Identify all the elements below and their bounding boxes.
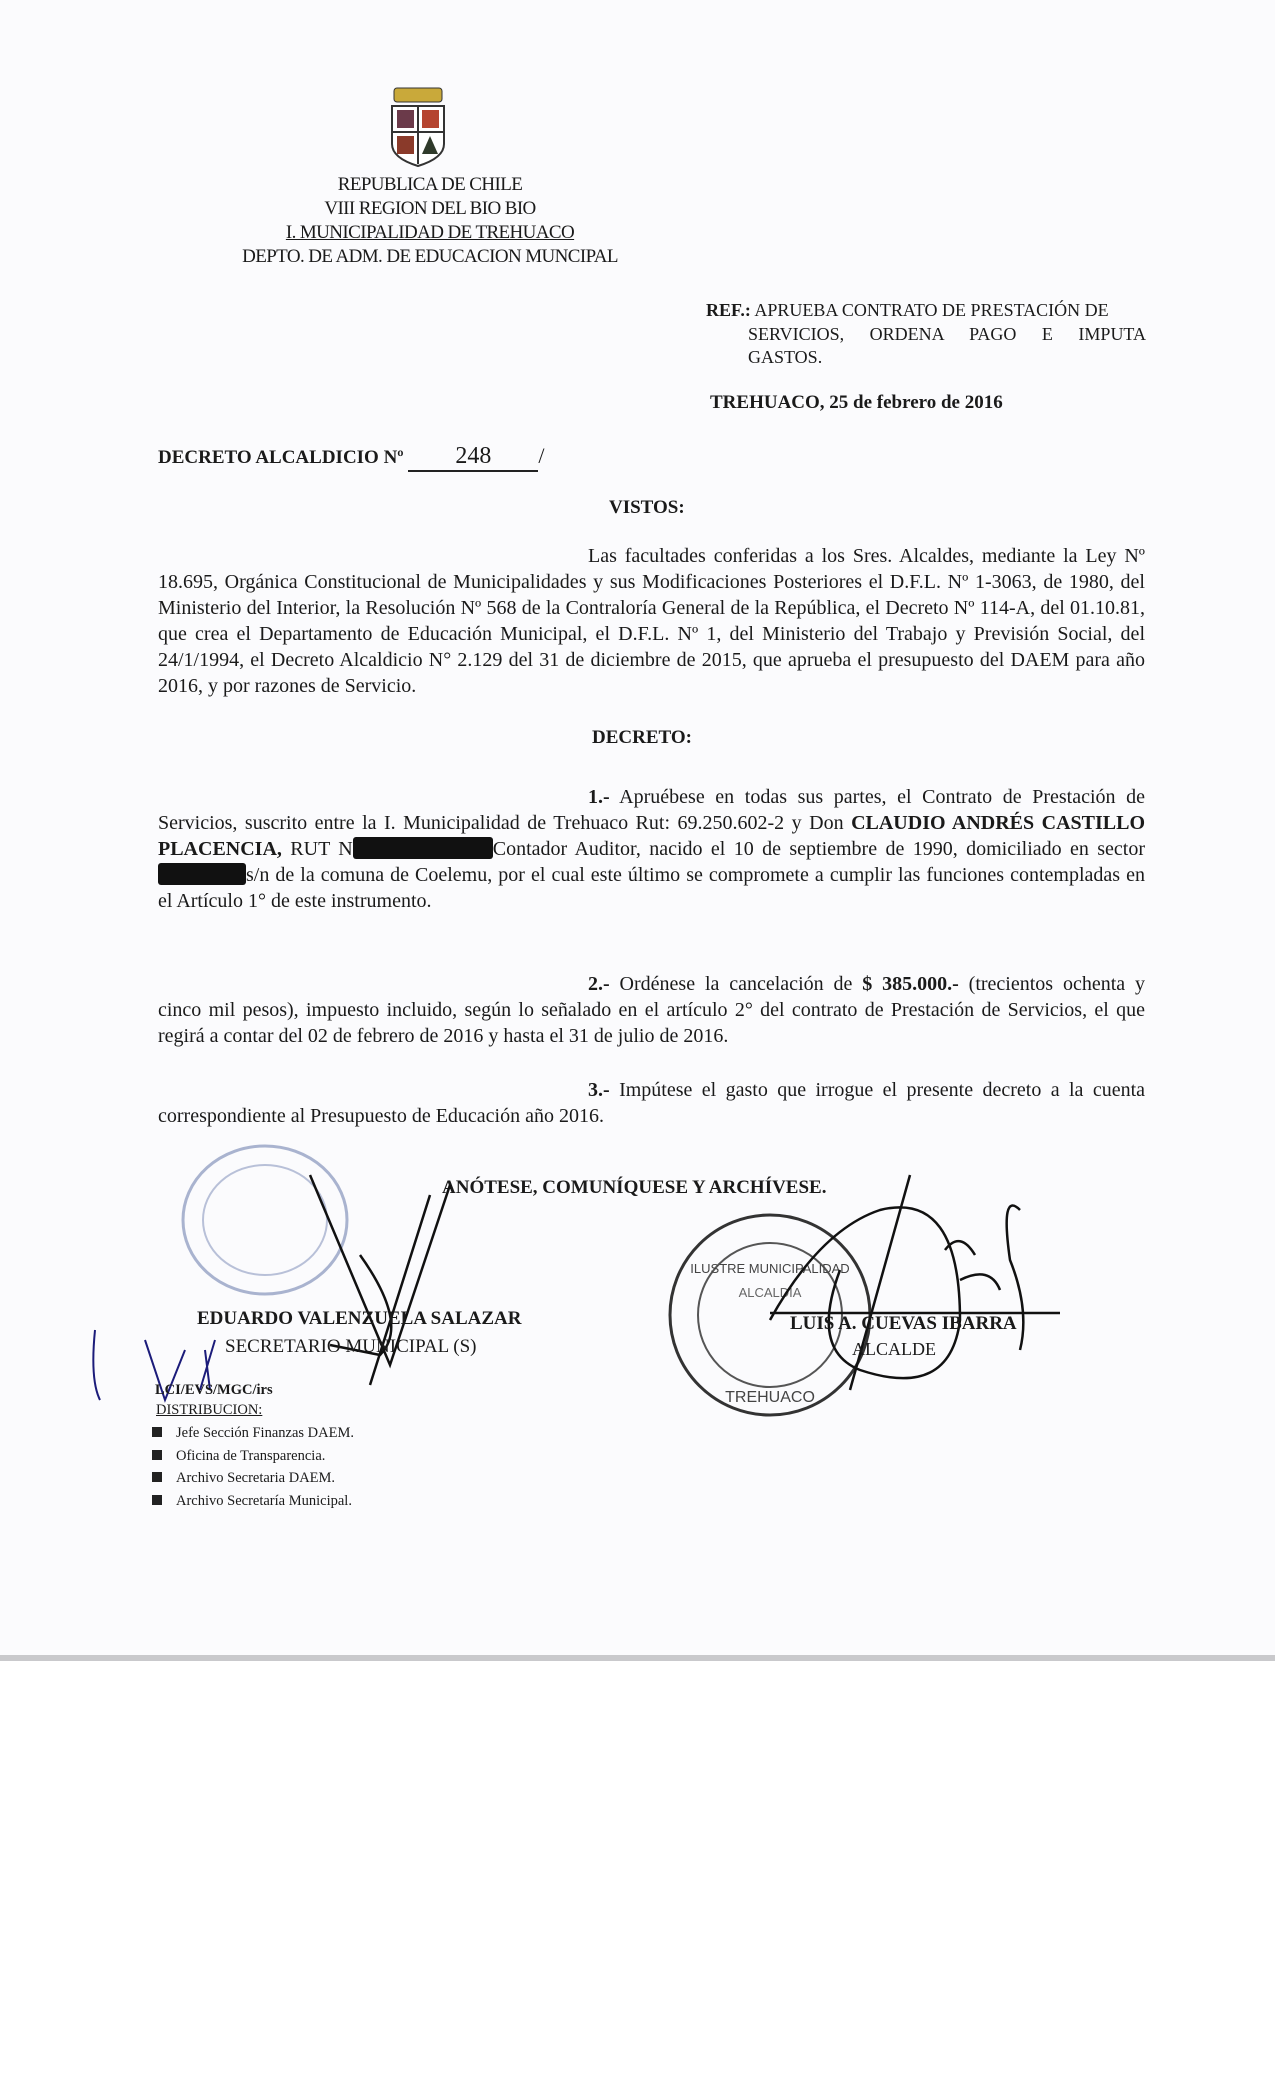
municipal-crest-icon [386, 86, 450, 168]
header-line: VIII REGION DEL BIO BIO [324, 198, 536, 219]
decreto-heading: DECRETO: [592, 727, 692, 748]
article-number: 3.- [588, 1079, 610, 1101]
redacted-address [158, 863, 246, 885]
distribution-item [152, 1467, 354, 1490]
distribution-item [152, 1445, 354, 1468]
secretary-signature-icon [290, 1165, 460, 1395]
article-3 [158, 1077, 1145, 1129]
decree-label: DECRETO ALCALDICIO Nº [158, 447, 404, 468]
contractor-name: CLAUDIO ANDRÉS CASTILLO PLACENCIA, [158, 812, 1146, 860]
redacted-rut [353, 837, 493, 859]
header-line: DEPTO. DE ADM. DE EDUCACION MUNCIPAL [242, 246, 618, 267]
payment-amount: $ 385.000.- [862, 973, 959, 995]
ref-line: GASTOS. [748, 347, 823, 367]
vistos-text: Las facultades conferidas a los Sres. Alcaldes, mediante la Ley Nº 18.695, Orgánica Constitucional de Municipalidades y sus Modificaciones Posteriores el D.F.L. Nº 1-3063, de 1980, del Ministerio del Interior, la Resolución Nº 568 de la Contraloría General de la República, el Decreto Nº 114-A, del 01.10.81, que crea el Departamento de Educación Municipal, el D.F.L. Nº 1, del Ministerio del Trabajo y Previsión Social, del 24/1/1994, el Decreto Alcaldicio N° 2.129 del 31 de diciembre de 2015, que aprueba el presupuesto del DAEM para año 2016, y por razones de Servicio. [158, 545, 1145, 697]
closing-formula: ANÓTESE, COMUNÍQUESE Y ARCHÍVESE. [442, 1177, 827, 1198]
ref-line: SERVICIOS, ORDENA PAGO E IMPUTA [748, 323, 1146, 344]
initials: LCI/EVS/MGC/irs [155, 1382, 273, 1398]
distribution-item [152, 1422, 354, 1445]
decree-number: 248 [408, 443, 538, 472]
decree-slash: / [538, 443, 545, 468]
stamp-text: TREHUACO [725, 1389, 815, 1406]
mayor-title: ALCALDE [852, 1339, 936, 1359]
distribution-item-label: Archivo Secretaría Municipal. [176, 1492, 352, 1509]
article-text: Apruébese en todas sus partes, el Contrato de Prestación de Servicios, suscrito entre la I. Municipalidad de Trehuaco Rut: 69.250.602-2 y Don [158, 786, 1145, 834]
reference-block [706, 299, 1146, 370]
header-line: I. MUNICIPALIDAD DE TREHUACO [285, 222, 575, 243]
article-text: (trecientos ochenta y cinco mil pesos), impuesto incluido, según lo señalado en el artículo 2° del contrato de Prestación de Servicios, el que regirá a contar del 02 de febrero de 2016 y hasta el 31 de julio de 2016. [158, 973, 1146, 1047]
document-date: TREHUACO, 25 de febrero de 2016 [710, 392, 1003, 413]
vistos-heading: VISTOS: [609, 497, 685, 518]
secretary-name: EDUARDO VALENZUELA SALAZAR [197, 1308, 522, 1329]
distribution-list [152, 1422, 354, 1512]
article-text: Impútese el gasto que irrogue el presente decreto a la cuenta correspondiente al Presupuesto de Educación año 2016. [158, 1079, 1146, 1127]
article-number: 1.- [588, 786, 610, 808]
mayor-name: LUIS A. CUEVAS IBARRA [790, 1313, 1017, 1334]
distribution-item-label: Oficina de Transparencia. [176, 1447, 326, 1464]
secretary-title: SECRETARIO MUNICIPAL (S) [225, 1336, 477, 1357]
article-number: 2.- [588, 973, 610, 995]
mayor-signature-icon [760, 1170, 1060, 1400]
ref-line: APRUEBA CONTRATO DE PRESTACIÓN DE [754, 300, 1109, 320]
decree-number-line [158, 443, 544, 472]
stamp-text: ALCALDIA [738, 1285, 802, 1300]
header-line: REPUBLICA DE CHILE [337, 174, 523, 195]
article-text: RUT N [290, 838, 353, 860]
article-text: Contador Auditor, nacido el 10 de septiembre de 1990, domiciliado en sector [492, 838, 1146, 860]
stamp-text: ILUSTRE MUNICIPALIDAD [690, 1261, 850, 1276]
distribution-item-label: Archivo Secretaria DAEM. [176, 1470, 336, 1486]
distribution-heading: DISTRIBUCION: [156, 1402, 263, 1418]
article-1 [158, 784, 1145, 914]
distribution-item [152, 1490, 354, 1513]
article-text: Ordénese la cancelación de [619, 973, 853, 995]
article-2 [158, 971, 1145, 1049]
article-text: s/n de la comuna de Coelemu, por el cual este último se compromete a cumplir las funciones contempladas en el Artículo 1° de este instrumento. [158, 864, 1145, 912]
distribution-item-label: Jefe Sección Finanzas DAEM. [176, 1425, 354, 1441]
ref-label: REF.: [706, 300, 751, 320]
vistos-paragraph [158, 543, 1145, 699]
